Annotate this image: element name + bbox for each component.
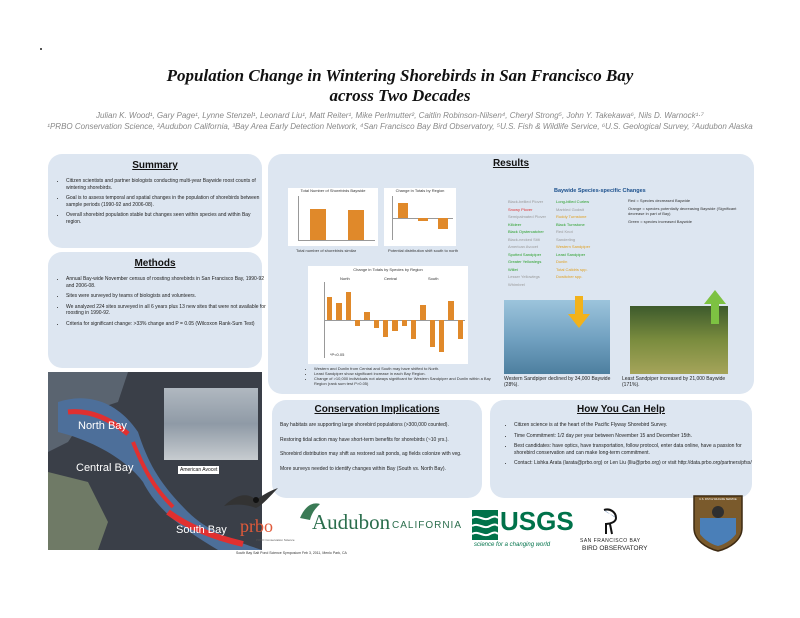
chart-species-by-region [308, 266, 468, 364]
chart-bar [420, 305, 426, 320]
chart-bar [402, 320, 408, 326]
chart-change-by-region [384, 188, 456, 246]
results-heading: Results [492, 158, 530, 169]
species-entry: Willet [508, 266, 518, 272]
chart-bar [327, 297, 333, 320]
fws-shield-icon [692, 494, 744, 552]
title-line-2: across Two Decades [329, 86, 471, 105]
conservation-heading: Conservation Implications [314, 404, 440, 415]
species-entry: Killdeer [508, 221, 522, 227]
species-entry: Long-billed Curlew [556, 199, 590, 204]
chart-bar [392, 320, 398, 331]
species-entry: Black Turnstone [556, 221, 585, 227]
chart3-region-south: South [428, 276, 439, 281]
results-note: • Western and Dunlin from Central and South may have shifted to North. [314, 366, 494, 371]
chart1-title: Total Number of Shorebirds Baywide [300, 188, 366, 193]
legend-orange: Orange = species potentially decreasing Baywide (Significant decrease in part of Bay) [628, 206, 737, 216]
map-label-south: South Bay [176, 524, 227, 536]
poster-title [0, 66, 800, 106]
conservation-item: More surveys needed to identify changes within Bay (South vs. North Bay). [280, 465, 446, 472]
least-caption: Least Sandpiper increased by 21,000 Baywide (171%). [622, 376, 726, 388]
title-line-1: Population Change in Wintering Shorebirds in San Francisco Bay [166, 66, 634, 85]
species-entry: Sanderling [556, 236, 576, 242]
map-label-north: North Bay [78, 420, 127, 432]
summary-panel [48, 154, 262, 248]
sfbbo-line1: SAN FRANCISCO BAY [580, 538, 641, 544]
fws-label: U.S. FISH & WILDLIFE SERVICE [699, 498, 737, 501]
summary-list [56, 178, 266, 229]
prbo-subtitle: PRBO Conservation Science [256, 538, 295, 542]
species-entry: Red Knot [556, 229, 573, 234]
species-entry: Total Calidris spp. [556, 266, 588, 272]
methods-panel [48, 252, 266, 368]
species-entry: Greater Yellowlegs [508, 259, 542, 264]
dot [40, 48, 42, 50]
species-entry: Dowitcher spp. [556, 274, 583, 279]
help-item: • Time Commitment: 1/2 day per year between November 15 and December 15th. [514, 433, 754, 440]
species-entry: Black-bellied Plover [508, 199, 544, 204]
chart-bar [438, 218, 448, 229]
sfbbo-line2: BIRD OBSERVATORY [582, 545, 648, 552]
chart-bar [348, 210, 363, 240]
summary-item: • Goal is to assess temporal and spatial changes in the population of shorebirds between sample periods (1990-92 and 2006-08). [66, 195, 266, 208]
chart3-region-north: North [340, 276, 350, 281]
stilt-icon [596, 506, 626, 536]
chart-bar [458, 320, 464, 339]
chart-total-baywide [288, 188, 378, 246]
species-entry: Western Sandpiper [556, 244, 591, 249]
species-entry: Spotted Sandpiper [508, 251, 542, 257]
chart-bar [439, 320, 445, 352]
methods-item: • Annual Bay-wide November census of roosting shorebirds in San Francisco Bay, 1990-92 and 2006-08. [66, 276, 266, 289]
species-entry: American Avocet [508, 244, 538, 249]
western-sandpiper-photo [504, 300, 610, 374]
affiliations: ¹PRBO Conservation Science, ²Audubon California, ³Bay Area Early Detection Network, ⁴San Francisco Bay Bird Observatory, ⁵U.S. Fish & Wildlife Service, ⁶U.S. Geological Survey, ⁷Audubon Alaska [47, 122, 753, 131]
conservation-item: Bay habitats are supporting large shorebird populations (>300,000 counted). [280, 422, 449, 428]
species-entry: Semipalmated Plover [508, 214, 547, 219]
chart3-pvalue: *P<0.05 [330, 352, 345, 357]
species-entry: Whimbrel [508, 281, 525, 287]
help-list [504, 422, 754, 471]
results-notes [304, 366, 494, 386]
chart-bar [398, 203, 408, 218]
legend-green: Green = species increased Baywide [628, 219, 692, 224]
summary-item: • Citizen scientists and partner biologists conducting multi-year Baywide roost counts of wintering shorebirds. [66, 178, 266, 191]
species-entry: Ruddy Turnstone [556, 214, 587, 219]
up-arrow-icon [704, 290, 726, 324]
author-list [20, 110, 780, 132]
species-entry: Marbled Godwit [556, 206, 585, 212]
results-note: • Least Sandpiper show significant increase in each Bay Region. [314, 371, 494, 376]
chart-bar [448, 301, 454, 320]
prbo-logo: prbo [240, 516, 273, 536]
chart2-title: Change in Totals by Region [395, 188, 445, 193]
chart2-caption: Potential distribution shift south to north [388, 248, 459, 253]
authors: Julian K. Wood¹, Gary Page¹, Lynne Stenzel¹, Leonard Liu¹, Matt Reiter¹, Mike Perlmutter², Caitlin Robinson-Nilsen⁴, Cheryl Strong⁵, John Y. Takekawa⁶, Nils D. Warnock¹·⁷ [96, 111, 704, 120]
species-legend [628, 198, 738, 224]
methods-item: • Sites were surveyed by teams of biologists and volunteers. [66, 293, 266, 300]
help-item: • Best candidates: have optics, have transportation, follow protocol, enter data online, have a passion for shorebird conservation and can make long-term commitment. [514, 443, 754, 456]
conservation-panel [272, 400, 482, 498]
footer-note: South Bay Salt Pond Science Symposium Feb 3, 2011, Menlo Park, CA [236, 551, 347, 555]
conservation-item: Restoring tidal action may have short-term benefits for shorebirds (~10 yrs.). [280, 436, 449, 443]
audubon-state: CALIFORNIA [392, 520, 463, 531]
chart3-plot [324, 282, 465, 358]
summary-heading: Summary [132, 160, 178, 171]
species-entry: Dunlin [556, 259, 568, 264]
methods-item: • Criteria for significant change: >33% change and P = 0.05 (Wilcoxon Rank-Sum Test) [66, 321, 266, 328]
bay-map [48, 372, 262, 550]
species-entry: Lesser Yellowlegs [508, 274, 540, 279]
methods-item: • We analyzed 224 sites surveyed in all 6 years plus 13 new sites that were not available for roosting in 1990-92. [66, 304, 266, 317]
methods-heading: Methods [134, 258, 176, 269]
chart-bar [430, 320, 436, 347]
chart2-plot [392, 196, 453, 240]
help-panel [490, 400, 752, 498]
help-item: • Contact: Lishka Arata (larata@prbo.org) or Len Liu (lliu@prbo.org) or visit http://data.prbo.org/partners/pfss/ [514, 460, 754, 467]
down-arrow-icon [568, 296, 590, 328]
help-item: • Citizen science is at the heart of the Pacific Flyway Shorebird Survey. [514, 422, 754, 429]
chart-bar [336, 303, 342, 320]
conservation-item: Shorebird distribution may shift as restored salt ponds, ag fields colonize with veg. [280, 451, 462, 457]
map-label-central: Central Bay [76, 462, 134, 474]
avocet-caption: American Avocet [180, 467, 218, 473]
chart1-caption: Total number of shorebirds similar [296, 248, 357, 253]
usgs-tagline: science for a changing world [474, 542, 551, 548]
results-panel [268, 154, 754, 394]
species-list-2 [556, 198, 626, 281]
species-heading: Baywide Species-specific Changes [554, 188, 646, 194]
chart3-title: Change in Totals by Species by Region [353, 267, 423, 272]
chart-bar [411, 320, 417, 339]
chart-bar [346, 292, 352, 321]
results-note: • Change of >10,000 individuals not always significant for Western Sandpiper and Dunlin within a Bay Region (rank sum test P>0.05) [314, 376, 494, 386]
chart-bar [418, 218, 428, 221]
conservation-list [280, 422, 476, 472]
usgs-logo: USGS [500, 506, 574, 536]
chart-bar [364, 312, 370, 320]
species-entry: Black Oystercatcher [508, 229, 544, 234]
chart-bar [374, 320, 380, 328]
species-entry: Least Sandpiper [556, 251, 586, 257]
usgs-waves-icon [472, 510, 498, 540]
audubon-logo: Audubon [312, 510, 391, 534]
species-entry: Black-necked Stilt [508, 236, 540, 242]
methods-list [56, 276, 266, 331]
avocet-photo [164, 388, 258, 460]
tern-icon [222, 486, 280, 516]
chart-bar [355, 320, 361, 326]
chart-bar [310, 209, 325, 240]
chart-bar [383, 320, 389, 337]
summary-item: • Overall shorebird population stable but changes seen within species and within Bay region. [66, 212, 266, 225]
chart3-region-central: Central [384, 276, 397, 281]
legend-red: Red = Species decreased Baywide [628, 198, 691, 203]
help-heading: How You Can Help [577, 404, 665, 415]
western-caption: Western Sandpiper declined by 34,000 Baywide (28%). [504, 376, 611, 388]
chart1-plot [298, 196, 375, 241]
species-entry: Snowy Plover [508, 206, 533, 212]
